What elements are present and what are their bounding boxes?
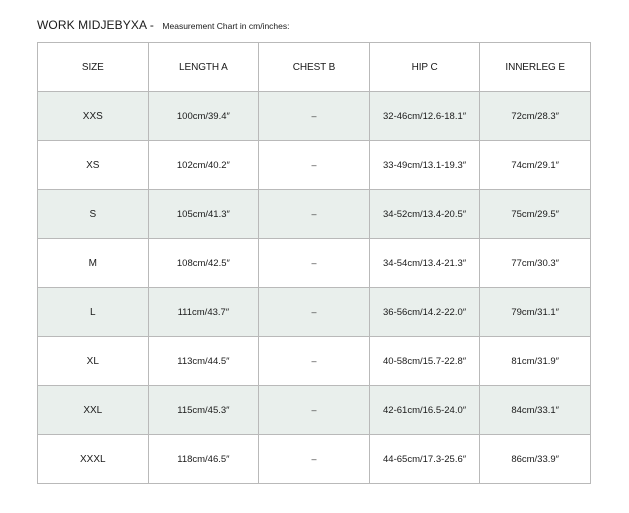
hip-cell: 44-65cm/17.3-25.6″ [369,435,480,484]
length-cell: 105cm/41.3″ [148,190,259,239]
innerleg-cell: 77cm/30.3″ [480,239,591,288]
innerleg-cell: 79cm/31.1″ [480,288,591,337]
header-length: LENGTH A [148,43,259,92]
size-cell: XXXL [38,435,149,484]
header-size: SIZE [38,43,149,92]
table-row [38,190,591,239]
chest-value: – [311,453,317,464]
header-row [38,43,591,92]
size-cell: M [38,239,149,288]
innerleg-cell: 81cm/31.9″ [480,337,591,386]
table-row [38,337,591,386]
innerleg-cell: 74cm/29.1″ [480,141,591,190]
size-cell: XS [38,141,149,190]
innerleg-cell: 86cm/33.9″ [480,435,591,484]
chest-value: – [311,355,317,366]
table-row [38,92,591,141]
hip-cell: 42-61cm/16.5-24.0″ [369,386,480,435]
length-cell: 118cm/46.5″ [148,435,259,484]
chest-cell [259,239,370,288]
hip-cell: 40-58cm/15.7-22.8″ [369,337,480,386]
header-innerleg: INNERLEG E [480,43,591,92]
table-row [38,386,591,435]
hip-cell: 36-56cm/14.2-22.0″ [369,288,480,337]
size-cell: L [38,288,149,337]
chest-cell [259,92,370,141]
chest-cell [259,386,370,435]
chest-value: – [311,257,317,268]
chest-value: – [311,208,317,219]
length-cell: 102cm/40.2″ [148,141,259,190]
table-header [38,43,591,92]
table-row [38,239,591,288]
length-cell: 100cm/39.4″ [148,92,259,141]
innerleg-cell: 72cm/28.3″ [480,92,591,141]
hip-cell: 34-52cm/13.4-20.5″ [369,190,480,239]
hip-cell: 34-54cm/13.4-21.3″ [369,239,480,288]
size-cell: XL [38,337,149,386]
length-cell: 113cm/44.5″ [148,337,259,386]
chest-cell [259,288,370,337]
chest-value: – [311,404,317,415]
size-cell: XXL [38,386,149,435]
chest-cell [259,435,370,484]
innerleg-cell: 75cm/29.5″ [480,190,591,239]
header-chest: CHEST B [259,43,370,92]
table-row [38,288,591,337]
length-cell: 111cm/43.7″ [148,288,259,337]
chest-cell [259,141,370,190]
table-row [38,435,591,484]
chart-title [37,17,289,34]
chart-subtitle: Measurement Chart in cm/inches: [162,21,290,31]
chest-value: – [311,159,317,170]
table-row [38,141,591,190]
chest-cell [259,337,370,386]
chest-cell [259,190,370,239]
size-cell: S [38,190,149,239]
hip-cell: 33-49cm/13.1-19.3″ [369,141,480,190]
innerleg-cell: 84cm/33.1″ [480,386,591,435]
hip-cell: 32-46cm/12.6-18.1″ [369,92,480,141]
header-hip: HIP C [369,43,480,92]
measurement-table [37,42,591,484]
product-title: WORK MIDJEBYXA - [37,18,154,32]
table-body [38,92,591,484]
chest-value: – [311,306,317,317]
size-cell: XXS [38,92,149,141]
length-cell: 115cm/45.3″ [148,386,259,435]
length-cell: 108cm/42.5″ [148,239,259,288]
chest-value: – [311,110,317,121]
